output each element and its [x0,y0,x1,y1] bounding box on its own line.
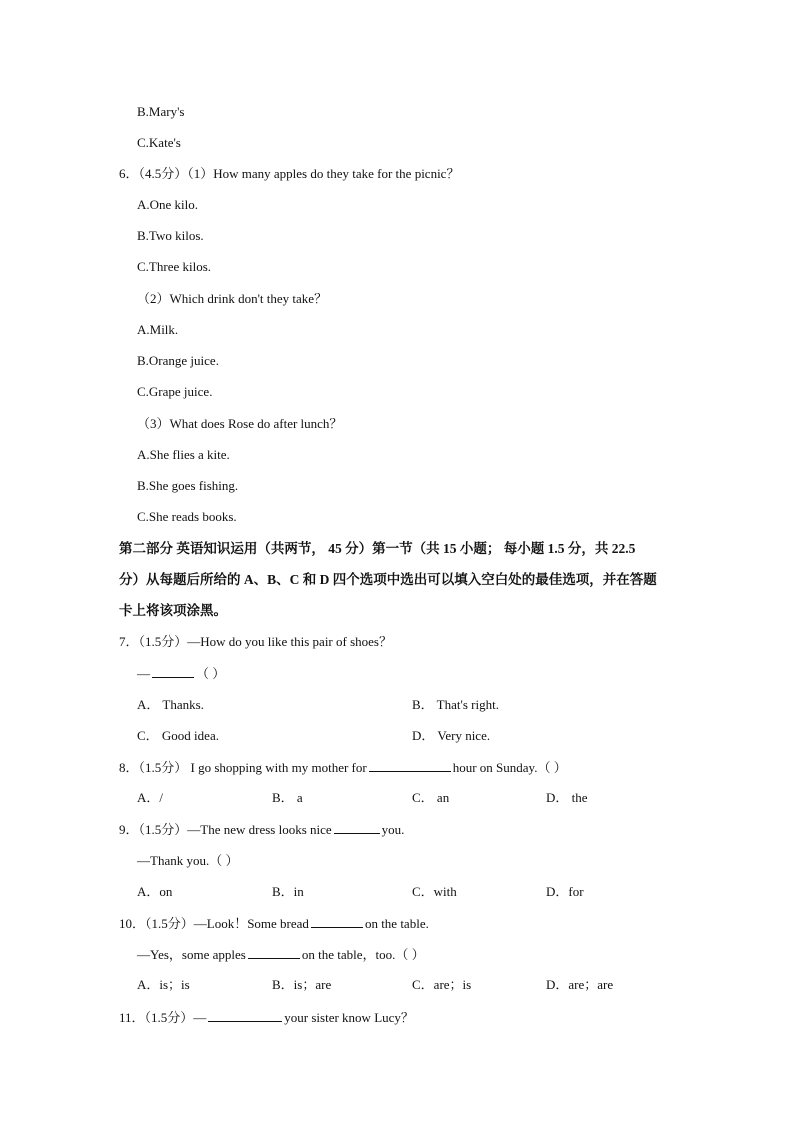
section2-heading-line1: 第二部分 英语知识运用（共两节， 45 分）第一节（共 15 小题； 每小题 1.5 分，共 22.5 [119,541,636,556]
q9-option-d: D．for [546,884,584,899]
q6-3-option-c: C.She reads books. [137,509,237,524]
q8-option-d: D． the [546,790,588,805]
q7-answer-suffix: （ ） [196,666,226,681]
q9-option-c: C．with [412,884,457,899]
q9-reply: —Thank you.（ ） [137,853,239,868]
q7-answer-prefix: — [137,666,150,681]
q10-option-d: D．are；are [546,977,614,992]
q10-heading-part2: on the table. [364,916,429,931]
q7-option-a: A． Thanks. [137,697,204,712]
q7-heading: 7．（1.5分）—How do you like this pair of shoes？ [119,634,392,649]
q6-2-question: （2）Which drink don't they take？ [137,291,328,306]
q8-heading-part1: 8．（1.5分） I go shopping with my mother for [119,760,367,775]
section2-heading-line3: 卡上将该项涂黑。 [119,603,227,618]
q7-answer-blank [152,665,194,678]
q5-option-c: C.Kate's [137,135,181,150]
q11-heading-part1: 11．（1.5分）— [119,1010,207,1025]
q6-3-option-b: B.She goes fishing. [137,478,239,493]
q11-blank [208,1009,282,1022]
q6-2-option-c: C.Grape juice. [137,384,213,399]
q6-1-option-c: C.Three kilos. [137,259,212,274]
q10-option-c: C．are；is [412,977,472,992]
q8-option-b: B． a [272,790,303,805]
q10-option-a: A．is；is [137,977,190,992]
q9-heading [119,821,404,838]
q6-3-option-a: A.She flies a kite. [137,447,230,462]
q8-blank [369,759,451,772]
q10-reply-part2: on the table，too.（ ） [301,947,425,962]
q10-heading-part1: 10．（1.5分）—Look！Some bread [119,916,309,931]
q10-blank-2 [248,946,300,959]
q7-option-d: D． Very nice. [412,728,491,743]
q6-2-option-b: B.Orange juice. [137,353,219,368]
q9-heading-part2: you. [381,822,405,837]
q6-3-question: （3）What does Rose do after lunch？ [137,416,343,431]
q6-heading: 6．（4.5分）（1）How many apples do they take for the picnic？ [119,166,460,181]
section2-heading-line2: 分）从每题后所给的 A、B、C 和 D 四个选项中选出可以填入空白处的最佳选项，并在答题 [119,572,657,587]
q10-reply [137,946,425,963]
q5-option-b: B.Mary's [137,104,185,119]
q8-option-c: C． an [412,790,450,805]
q11-heading-part2: your sister know Lucy？ [284,1010,414,1025]
q8-option-a: A．/ [137,790,164,805]
q7-option-c: C． Good idea. [137,728,219,743]
q9-blank [334,821,380,834]
q10-heading [119,915,429,932]
q8-heading-part2: hour on Sunday.（ ） [452,760,567,775]
q7-answer-line [137,665,225,682]
q10-reply-part1: —Yes，some apples [137,947,246,962]
q11-heading [119,1009,414,1026]
q9-option-a: A．on [137,884,173,899]
q9-heading-part1: 9．（1.5分）—The new dress looks nice [119,822,332,837]
q10-option-b: B．is；are [272,977,332,992]
q7-option-b: B． That's right. [412,697,499,712]
q6-2-option-a: A.Milk. [137,322,179,337]
q9-option-b: B．in [272,884,304,899]
q6-1-option-b: B.Two kilos. [137,228,204,243]
q10-blank-1 [311,915,363,928]
q8-heading [119,759,567,776]
q6-1-option-a: A.One kilo. [137,197,199,212]
